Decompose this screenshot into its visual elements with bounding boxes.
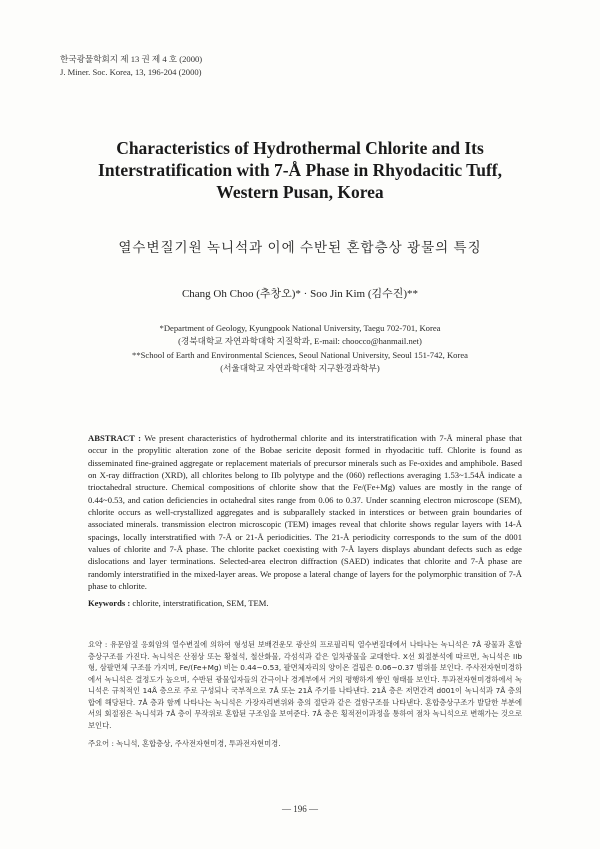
paper-title-line-3: Western Pusan, Korea [216, 182, 384, 202]
korean-keywords-text: 녹니석, 혼합층상, 주사전자현미경, 투과전자현미경. [116, 739, 281, 748]
affiliation-1: *Department of Geology, Kyungpook National University, Taegu 702-701, Korea [159, 323, 441, 333]
korean-keywords [88, 739, 522, 749]
korean-abstract [88, 639, 522, 731]
korean-keywords-label: 주요어 : [88, 739, 114, 748]
paper-title [70, 137, 530, 203]
korean-abstract-label: 요약 : [88, 640, 108, 649]
abstract [88, 432, 522, 592]
paper-title-line-1: Characteristics of Hydrothermal Chlorite and Its [116, 138, 484, 158]
abstract-text: We present characteristics of hydrothermal chlorite and its interstratification with 7-Å mineral phase that occur in the propylitic alteration zone of the Bobae sericite deposit formed in rhyodacitic tuff. Chlorite is found as disseminated fine-grained aggregate or replacement materials of precursor minerals such as Fe-oxides and amphibole. Based on X-ray diffraction (XRD), all chlorites belong to IIb polytype and the (060) reflections averaging 1.53~1.54Å indicate a trioctahedral structure. Chemical compositions of chlorite show that the Fe/(Fe+Mg) values are mostly in the range of 0.44~0.53, and cation deficiencies in octahedral sites range from 0.06 to 0.37. Under scanning electron microscope (SEM), chlorite occurs as well-crystallized aggregates and is subparallely stacked in interstices or between grain boundaries of associated minerals. transmission electron microscopic (TEM) images reveal that chlorite shows regular layers with 14-Å spacings, locally interstratified with 7-Å or 21-Å periodicities. The 21-Å periodicity corresponds to the sum of the d001 values of chlorite and 7-Å phase. The chlorite packet coexisting with 7-Å layers displays abundant defects such as edge dislocations and layer terminations. Selected-area electron diffraction (SAED) indicates that chlorite and 7-Å phase are randomly interstratified in the mixed-layer areas. We propose a lateral change of layers for the polymorphic transition of 7-Å phase to chlorite. [88, 433, 522, 592]
affiliation-2-korean: (서울대학교 자연과학대학 지구환경과학부) [220, 363, 380, 373]
keywords [88, 598, 522, 608]
keywords-label: Keywords : [88, 598, 131, 608]
keywords-text: chlorite, interstratification, SEM, TEM. [132, 598, 269, 608]
journal-header-english: J. Miner. Soc. Korea, 13, 196-204 (2000) [60, 67, 202, 77]
korean-abstract-text: 유문암질 응회암의 열수변질에 의하여 형성된 보배견운모 광산의 프로필리틱 열수변질대에서 나타나는 녹니석은 7Å 광물과 혼합층상구조를 가진다. 녹니석은 산점상 또는 황철석, 철산화물, 각섬석과 같은 일차광물을 교대한다. X선 회절분석에 따르면, 녹니석은 IIb형, 삼팔면체 구조를 가지며, Fe/(Fe+Mg) 비는 0.44~0.53, 팔면체자리의 양이온 결핍은 0.06~0.37 범위를 보인다. 주사전자현미경하에서 녹니석은 결정도가 높으며, 수반된 광물입자들의 간극이나 경계부에서 거의 평행하게 쌓인 형태를 보인다. 투과전자현미경하에서 녹니석은 규칙적인 14Å 층으로 주로 구성되나 국부적으로 7Å 또는 21Å 주기를 나타낸다. 21Å 층은 저면간격 d001이 녹니석과 7Å 층의 합에 해당된다. 7Å 층과 함께 나타나는 녹니석은 가장자리변위와 층의 절단과 같은 결함구조를 나타낸다. 혼합층상구조가 발달한 부분에서의 회절점은 녹니석과 7Å 층이 무작위로 혼합된 구조임을 보여준다. 7Å 층은 횡적전이과정을 통하여 점차 녹니석으로 변해가는 것으로 보인다. [88, 640, 522, 730]
affiliation-2: **School of Earth and Environmental Sciences, Seoul National University, Seoul 151-742, Korea [132, 350, 468, 360]
journal-header [60, 53, 202, 79]
abstract-label: ABSTRACT : [88, 433, 142, 443]
paper-title-line-2: Interstratification with 7-Å Phase in Rhyodacitic Tuff, [98, 160, 502, 180]
authors: Chang Oh Choo (추창오)* · Soo Jin Kim (김수진)** [181, 288, 419, 300]
page-number: — 196 — [282, 804, 318, 814]
affiliation-1-korean: (경북대학교 자연과학대학 지질학과, E-mail: choocco@hanmail.net) [178, 336, 422, 346]
korean-title: 열수변질기원 녹니석과 이에 수반된 혼합층상 광물의 특징 [118, 240, 482, 255]
journal-header-korean: 한국광물학회지 제 13 권 제 4 호 (2000) [60, 54, 203, 64]
